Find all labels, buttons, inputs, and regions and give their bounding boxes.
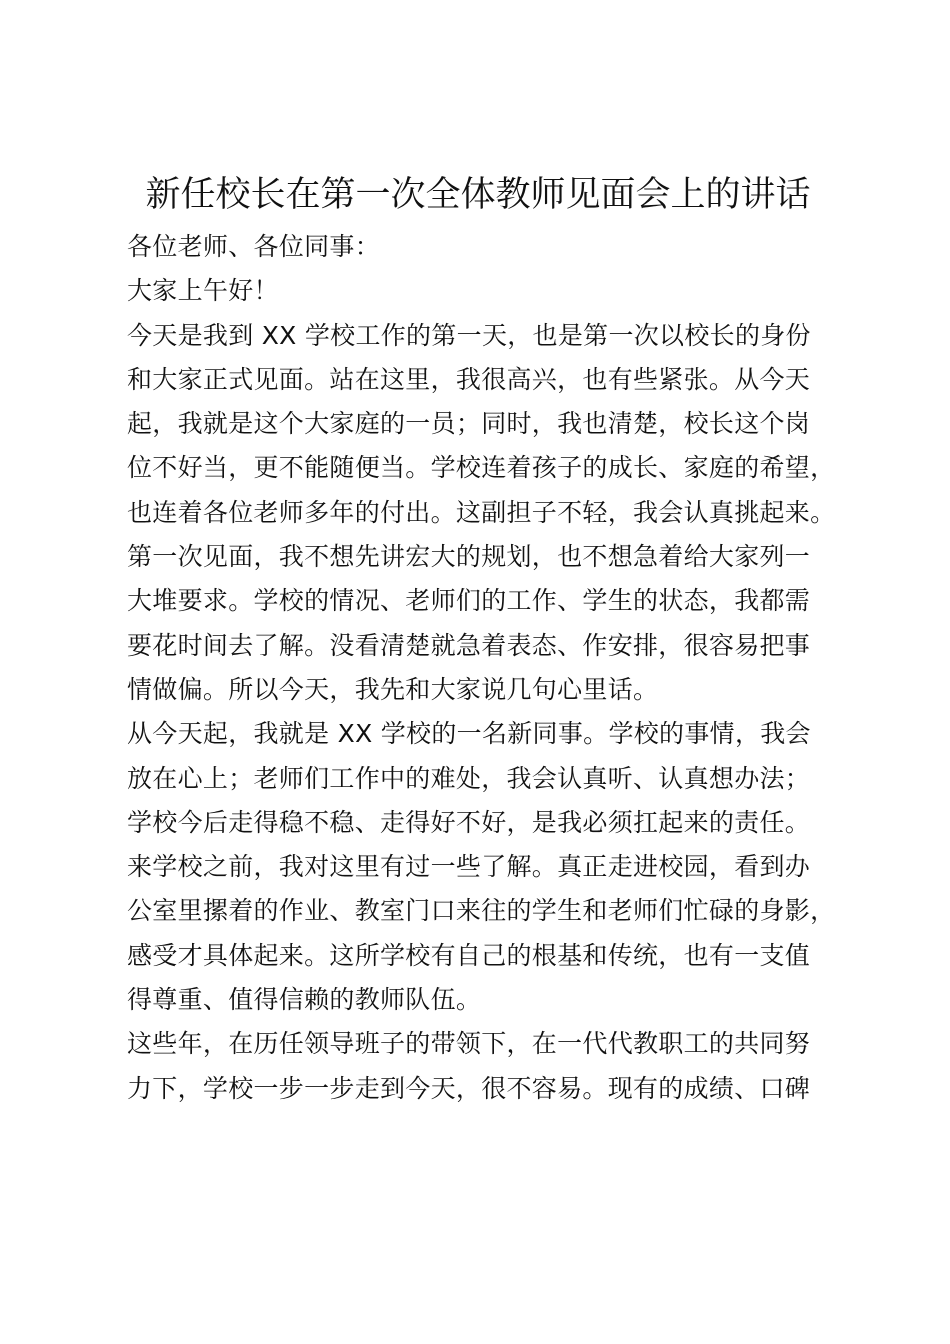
text-line: 这些年，在历任领导班子的带领下，在一代代教职工的共同努: [127, 1029, 811, 1059]
text-line: 来学校之前，我对这里有过一些了解。真正走进校园，看到办: [127, 852, 811, 882]
text-line: 也连着各位老师多年的付出。这副担子不轻，我会认真挑起来。: [127, 497, 836, 527]
text-line: 要花时间去了解。没看清楚就急着表态、作安排，很容易把事: [127, 630, 811, 660]
text-line: 各位老师、各位同事：: [127, 232, 381, 261]
text-line: 大家上午好！: [127, 276, 279, 306]
text-line: 和大家正式见面。站在这里，我很高兴，也有些紧张。从今天: [127, 364, 811, 394]
text-line: 大堆要求。学校的情况、老师们的工作、学生的状态，我都需: [127, 586, 811, 616]
document-title: 新任校长在第一次全体教师见面会上的讲话: [145, 175, 811, 215]
text-line: 感受才具体起来。这所学校有自己的根基和传统，也有一支值: [127, 940, 811, 970]
text-line: 得尊重、值得信赖的教师队伍。: [127, 985, 482, 1015]
text-line: 公室里摞着的作业、教室门口来往的学生和老师们忙碌的身影，: [127, 896, 836, 926]
text-line: 情做偏。所以今天，我先和大家说几句心里话。: [127, 674, 659, 704]
text-line: 今天是我到 XX 学校工作的第一天，也是第一次以校长的身份: [127, 320, 811, 350]
text-line: 第一次见面，我不想先讲宏大的规划，也不想急着给大家列一: [127, 542, 811, 572]
text-line: 力下，学校一步一步走到今天，很不容易。现有的成绩、口碑: [127, 1073, 811, 1103]
text-line: 学校今后走得稳不稳、走得好不好，是我必须扛起来的责任。: [127, 807, 811, 837]
text-line: 起，我就是这个大家庭的一员；同时，我也清楚，校长这个岗: [127, 409, 811, 439]
text-line: 从今天起，我就是 XX 学校的一名新同事。学校的事情，我会: [127, 719, 811, 749]
text-line: 位不好当，更不能随便当。学校连着孩子的成长、家庭的希望，: [127, 453, 836, 483]
document-body: [127, 225, 862, 1111]
text-line: 放在心上；老师们工作中的难处，我会认真听、认真想办法；: [127, 763, 811, 793]
